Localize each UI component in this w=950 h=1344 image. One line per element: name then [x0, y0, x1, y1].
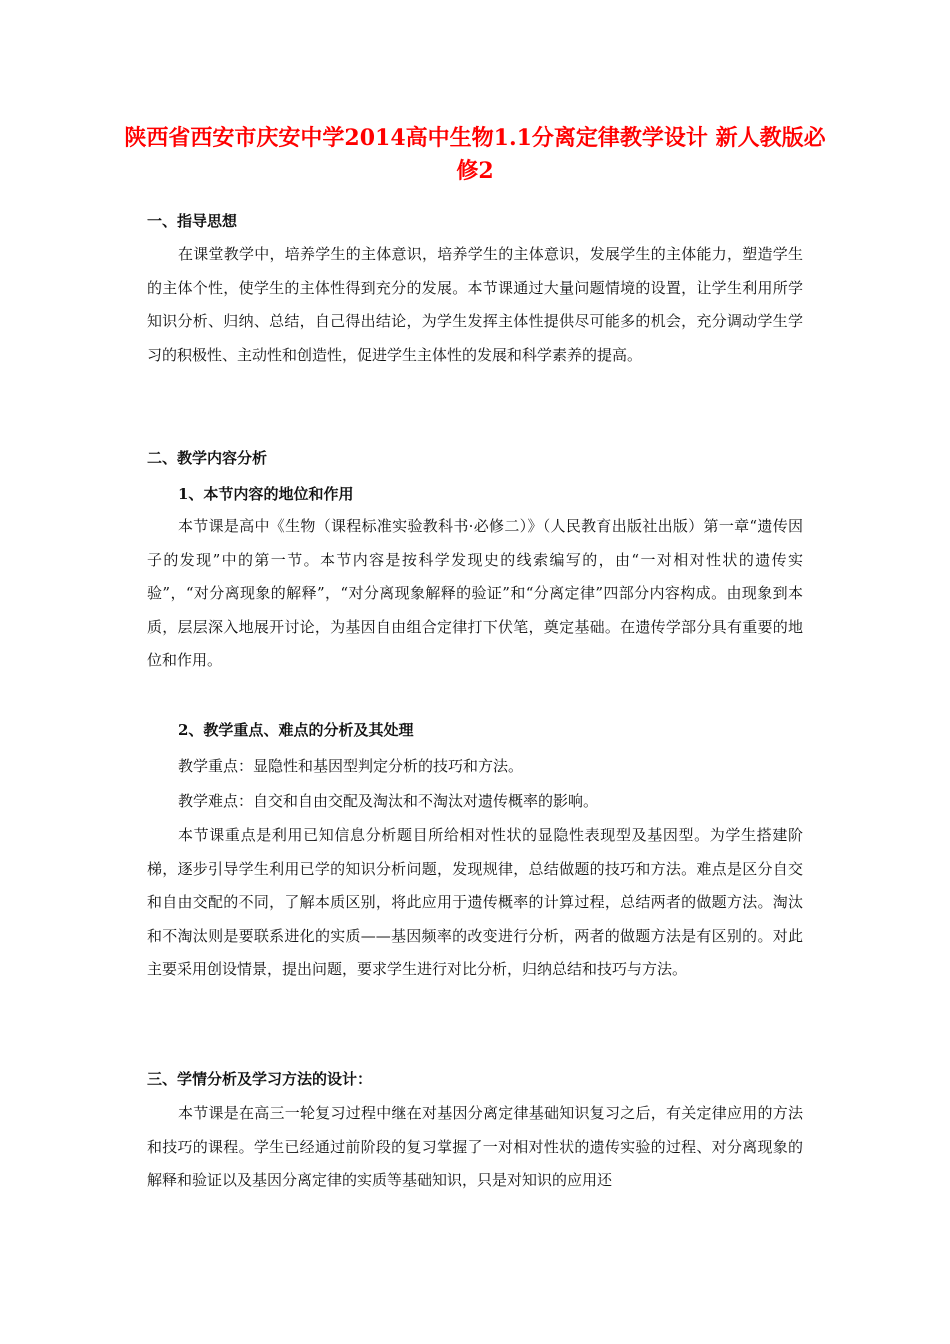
subheading-position-role: 1、本节内容的地位和作用 [178, 485, 354, 503]
paragraph-learning-analysis: 本节课是在高三一轮复习过程中继在对基因分离定律基础知识复习之后，有关定律应用的方法和技巧的课程。学生已经通过前阶段的复习掌握了一对相对性状的遗传实验的过程、对分离现象的解释和验证以及基因分离定律的实质等基础知识，只是对知识的应用还 [147, 1104, 803, 1189]
paragraph-guiding-idea: 在课堂教学中，培养学生的主体意识，培养学生的主体意识，发展学生的主体能力，塑造学生的主体个性，使学生的主体性得到充分的发展。本节课通过大量问题情境的设置，让学生利用所学知识分析、归纳、总结，自己得出结论，为学生发挥主体性提供尽可能多的机会，充分调动学生学习的积极性、主动性和创造性，促进学生主体性的发展和科学素养的提高。 [147, 245, 803, 364]
section-heading-guiding-idea: 一、指导思想 [147, 212, 238, 230]
document-title: 陕西省西安市庆安中学2014高中生物1.1分离定律教学设计 新人教版必修2 [124, 125, 826, 184]
paragraph-key-points-handling: 本节课重点是利用已知信息分析题目所给相对性状的显隐性表现型及基因型。为学生搭建阶梯，逐步引导学生利用已学的知识分析问题，发现规律，总结做题的技巧和方法。难点是区分自交和自由交配的不同，了解本质区别，将此应用于遗传概率的计算过程，总结两者的做题方法。淘汰和不淘汰则是要联系进化的实质——基因频率的改变进行分析，两者的做题方法是有区别的。对此主要采用创设情景，提出问题，要求学生进行对比分析，归纳总结和技巧与方法。 [147, 826, 803, 978]
teaching-focus-line: 教学重点：显隐性和基因型判定分析的技巧和方法。 [178, 757, 524, 775]
subheading-key-points: 2、教学重点、难点的分析及其处理 [178, 721, 414, 739]
paragraph-position-role: 本节课是高中《生物（课程标准实验教科书·必修二）》（人民教育出版社出版）第一章“遗传因子的发现”中的第一节。本节内容是按科学发现史的线索编写的，由“一对相对性状的遗传实验”，“对分离现象的解释”，“对分离现象解释的验证”和“分离定律”四部分内容构成。由现象到本质，层层深入地展开讨论，为基因自由组合定律打下伏笔，奠定基础。在遗传学部分具有重要的地位和作用。 [147, 517, 803, 669]
section-heading-content-analysis: 二、教学内容分析 [147, 449, 268, 467]
section-heading-learning-analysis: 三、学情分析及学习方法的设计： [147, 1070, 373, 1088]
teaching-difficulty-line: 教学难点：自交和自由交配及淘汰和不淘汰对遗传概率的影响。 [178, 792, 599, 810]
